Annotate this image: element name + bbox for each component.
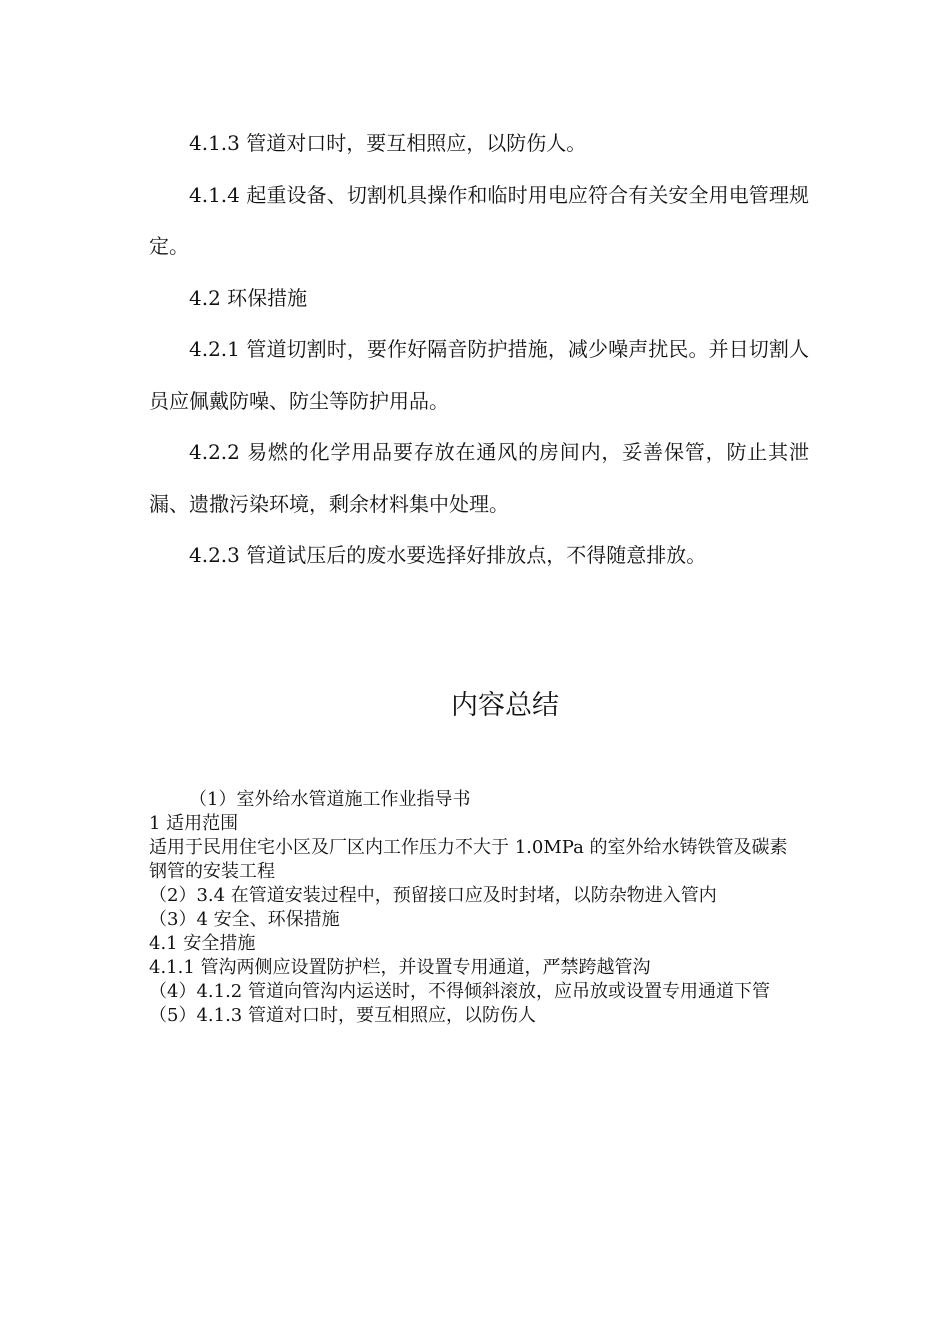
- summary-line: （3）4 安全、环保措施: [149, 909, 340, 930]
- heading-4-2: 4.2 环保措施: [189, 285, 308, 310]
- paragraph-4-1-3: 4.1.3 管道对口时，要互相照应，以防伤人。: [189, 131, 587, 155]
- summary-line: （4）4.1.2 管道向管沟内运送时，不得倾斜滚放，应吊放或设置专用通道下管: [149, 981, 770, 1002]
- summary-line: 4.1.1 管沟两侧应设置防护栏，并设置专用通道，严禁跨越管沟: [149, 957, 651, 978]
- summary-list: [149, 788, 799, 1028]
- paragraph-4-1-4: 4.1.4 起重设备、切割机具操作和临时用电应符合有关安全用电管理规定。: [149, 182, 809, 258]
- summary-line: 4.1 安全措施: [149, 933, 256, 954]
- paragraph-4-2-2: 4.2.2 易燃的化学用品要存放在通风的房间内，妥善保管，防止其泄漏、遗撒污染环境，剩余材料集中处理。: [149, 440, 809, 516]
- body-text: [149, 118, 809, 582]
- summary-line: （2）3.4 在管道安装过程中，预留接口应及时封堵，以防杂物进入管内: [149, 885, 717, 906]
- paragraph-4-2-1: 4.2.1 管道切割时，要作好隔音防护措施，减少噪声扰民。并日切割人员应佩戴防噪、防尘等防护用品。: [149, 337, 809, 413]
- paragraph-4-2-3: 4.2.3 管道试压后的废水要选择好排放点，不得随意排放。: [189, 543, 707, 567]
- summary-line: （5）4.1.3 管道对口时，要互相照应，以防伤人: [149, 1005, 536, 1026]
- summary-line: 1 适用范围: [149, 813, 239, 834]
- summary-title: 内容总结: [451, 690, 559, 721]
- summary-line: 适用于民用住宅小区及厂区内工作压力不大于 1.0MPa 的室外给水铸铁管及碳素钢管的安装工程: [149, 837, 788, 882]
- summary-line: （1）室外给水管道施工作业指导书: [189, 789, 471, 810]
